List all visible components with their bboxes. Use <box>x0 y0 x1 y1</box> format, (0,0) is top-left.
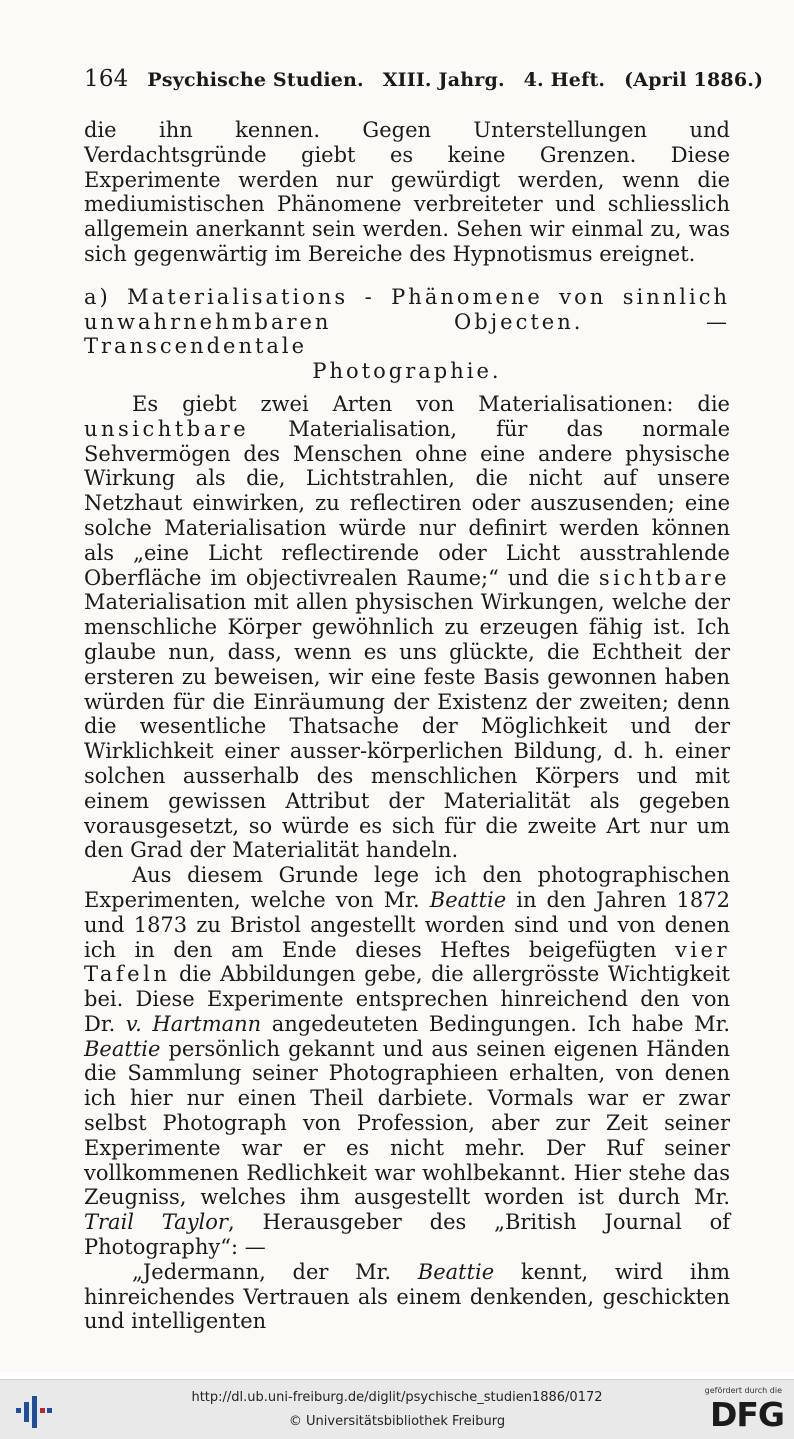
sponsor-note: gefördert durch die <box>704 1386 782 1395</box>
paragraph-4-text-b: kennt, wird ihm hinreichendes Vertrauen als einem denkenden, geschickten und intelligenten <box>84 1259 730 1334</box>
spaced-term-unsichtbare: unsichtbare <box>84 416 250 441</box>
name-beattie: Beattie <box>84 1036 161 1061</box>
copyright-notice: © Universitätsbibliothek Freiburg <box>288 1414 506 1429</box>
name-beattie: Beattie <box>417 1259 495 1284</box>
name-trail-taylor: Trail Taylor <box>84 1210 228 1235</box>
paragraph-2-text-a: Es giebt zwei Arten von Materialisationen: die <box>132 391 730 416</box>
viewer-footer <box>0 1379 794 1439</box>
page-number: 164 <box>84 66 129 92</box>
paragraph-3 <box>84 863 730 1260</box>
name-hartmann: v. Hartmann <box>125 1011 262 1036</box>
issue: 4. Heft. <box>523 69 606 91</box>
volume: XIII. Jahrg. <box>382 69 505 91</box>
name-beattie: Beattie <box>429 887 507 912</box>
section-heading <box>84 285 730 384</box>
paragraph-3-text-f: , Herausgeber des „British Journal of Photography“: — <box>84 1210 730 1260</box>
section-heading-subtitle: Photographie. <box>312 359 502 384</box>
issue-date: (April 1886.) <box>624 69 764 91</box>
section-heading-line: a) Materialisations - Phänomene von sinnlich unwahrnehmbaren Objecten. — Transcendentale <box>84 284 730 359</box>
dfg-logo: DFG <box>709 1395 784 1434</box>
spaced-term-sichtbare: sichtbare <box>598 565 730 590</box>
paragraph-3-text-a: Aus diesem Grunde lege ich den photographischen Experimenten, welche von Mr. <box>84 863 730 912</box>
paragraph-2-text-c: Materialisation mit allen physischen Wirkungen, welche der menschliche Körper gewöhnlich zu erzeugen fähig ist. Ich glaube nun, dass, wenn es uns glückte, die Echtheit der ersteren zu beweisen, wir eine feste Basis gewonnen haben würden für die Einräumung der Existenz der zweiten; denn die wesentliche Thatsache der Möglichkeit und der Wirklichkeit einer ausser-körperlichen Bildung, d. h. einer solchen ausserhalb des menschlichen Körpers und mit einem gewissen Attribut der Materialität als gegeben vorausgesetzt, so würde es sich für die zweite Art nur um den Grad der Materialität handeln. <box>84 590 730 863</box>
permalink-url[interactable]: http://dl.ub.uni-freiburg.de/diglit/psychische_studien1886/0172 <box>191 1390 603 1405</box>
paragraph-3-text-c: die Abbildungen gebe, die allergrösste Wichtigkeit bei. Diese Experimente entsprechen hinreichend den von Dr. <box>84 962 730 1036</box>
running-header <box>84 66 764 92</box>
paragraph-2 <box>84 392 730 863</box>
paragraph-3-text-d: angedeuteten Bedingungen. Ich habe Mr. <box>261 1011 730 1036</box>
paragraph-2-text-b: Materialisation, für das normale Sehvermögen des Menschen ohne eine andere physische Wirkung als die, Lichtstrahlen, die nicht auf unsere Netzhaut einwirken, zu reflectiren oder auszusenden; eine solche Materialisation würde nur definirt werden können als „eine Licht reflectirende oder Licht ausstrahlende Oberfläche im objectivrealen Raume;“ und die <box>84 416 730 590</box>
paragraph-4-text-a: „Jedermann, der Mr. <box>132 1259 418 1284</box>
page-content <box>84 66 764 1334</box>
paragraph-4 <box>84 1260 730 1334</box>
journal-title: Psychische Studien. <box>147 69 364 91</box>
paragraph-3-text-b: in den Jahren 1872 und 1873 zu Bristol angestellt worden sind und von denen ich in den am Ende dieses Heftes beigefügten <box>84 887 730 962</box>
body-text <box>84 118 730 1334</box>
paragraph-1: die ihn kennen. Gegen Unterstellungen und Verdachtsgründe giebt es keine Grenzen. Diese Experimente werden nur gewürdigt werden, wenn die mediumistischen Phänomene verbreiteter und schliesslich allgemein anerkannt sein werden. Sehen wir einmal zu, was sich gegenwärtig im Bereiche des Hypnotismus ereignet. <box>84 118 730 266</box>
spaced-term-vier-tafeln: vier Tafeln <box>84 937 730 987</box>
paragraph-3-text-e: persönlich gekannt und aus seinen eigenen Händen die Sammlung seiner Photographieen erhalten, von denen ich hier nur einen Theil darbiete. Vormals war er zwar selbst Photograph von Profession, aber zur Zeit seiner Experimente war er es nicht mehr. Der Ruf seiner vollkommenen Redlichkeit war wohlbekannt. Hier stehe das Zeugniss, welches ihm ausgestellt worden ist durch Mr. <box>84 1036 730 1210</box>
